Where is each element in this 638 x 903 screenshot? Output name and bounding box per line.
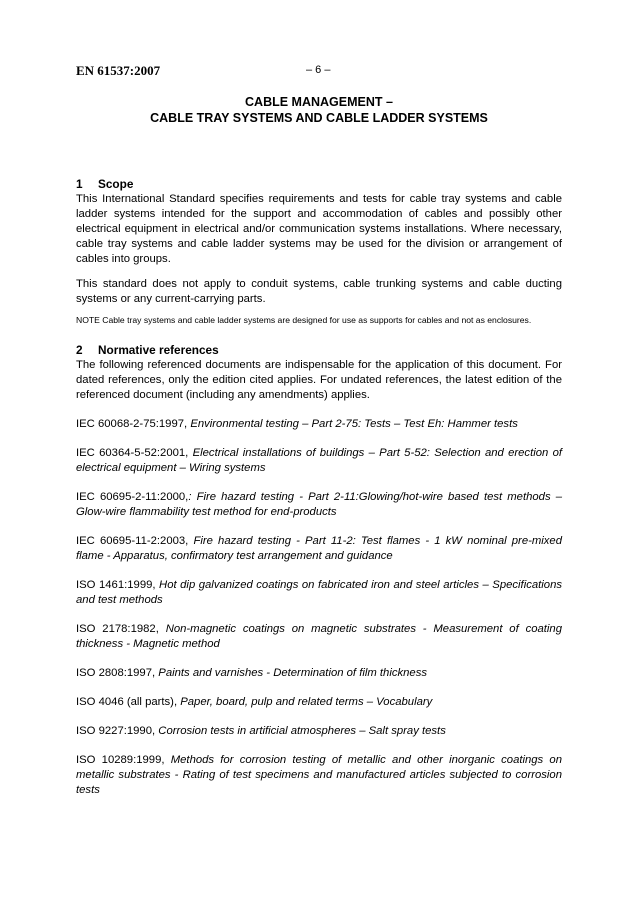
section-title: Normative references [98,343,219,357]
reference-item [76,724,562,739]
reference-title: Corrosion tests in artificial atmospheres – Salt spray tests [158,725,446,737]
scope-paragraph-2: This standard does not apply to conduit systems, cable trunking systems and cable ducting systems or any current-carrying parts. [76,278,562,305]
reference-title: Methods for corrosion testing of metallic and other inorganic coatings on metallic substrates - Rating of test specimens and manufactured articles subjected to corrosion tests [76,754,562,796]
reference-code: ISO 2178:1982, [76,623,166,635]
reference-code: ISO 2808:1997, [76,667,159,679]
title-line-2: CABLE TRAY SYSTEMS AND CABLE LADDER SYSTEMS [150,111,488,125]
reference-item [76,622,562,652]
reference-item [76,753,562,798]
section-number: 2 [76,343,83,357]
reference-item [76,578,562,608]
reference-code: IEC 60695-11-2:2003, [76,535,194,547]
reference-item [76,534,562,564]
reference-title: : Fire hazard testing - Part 2-11:Glowing/hot-wire based test methods – Glow-wire flammability test method for end-products [76,491,562,518]
reference-title: Paper, board, pulp and related terms – Vocabulary [180,696,433,708]
references-intro: The following referenced documents are indispensable for the application of this document. For dated references, only the edition cited applies. For undated references, the latest edition of the referenced document (including any amendments) applies. [76,359,562,401]
reference-code: IEC 60364-5-52:2001, [76,447,193,459]
reference-item [76,695,562,710]
section-heading-normative-references [76,343,562,358]
reference-item [76,666,562,681]
reference-title: Fire hazard testing - Part 11-2: Test flames - 1 kW nominal pre-mixed flame - Apparatus, confirmatory test arrangement and guidance [76,535,563,562]
section-number: 1 [76,177,83,191]
reference-code: IEC 60695-2-11:2000, [76,491,189,503]
reference-item [76,490,562,520]
reference-title: Electrical installations of buildings – Part 5-52: Selection and erection of electrical equipment – Wiring systems [76,447,563,474]
document-id: EN 61537:2007 [76,63,161,78]
document-title [76,94,562,126]
reference-title: Environmental testing – Part 2-75: Tests – Test Eh: Hammer tests [190,418,518,430]
reference-item [76,446,562,476]
document-body [76,177,562,812]
section-heading-scope [76,177,562,192]
reference-title: Non-magnetic coatings on magnetic substrates - Measurement of coating thickness - Magnetic method [76,623,562,650]
reference-title: Paints and varnishes - Determination of film thickness [158,667,428,679]
reference-code: ISO 9227:1990, [76,725,159,737]
reference-code: ISO 1461:1999, [76,579,160,591]
reference-title: Hot dip galvanized coatings on fabricated iron and steel articles – Specifications and test methods [76,579,562,606]
page-number: – 6 – [306,64,331,76]
reference-code: ISO 10289:1999, [76,754,171,766]
reference-code: ISO 4046 (all parts), [76,696,181,708]
reference-code: IEC 60068-2-75:1997, [76,418,191,430]
reference-item [76,417,562,432]
title-line-1: CABLE MANAGEMENT – [245,95,393,109]
scope-paragraph-1: This International Standard specifies requirements and tests for cable tray systems and cable ladder systems intended for the support and accommodation of cables and possibly other electrical equipment in electrical and/or communication systems installations. Where necessary, cable tray systems and cable ladder systems may be used for the division or arrangement of cables into groups. [76,193,562,265]
section-title: Scope [98,177,134,191]
scope-note: NOTE Cable tray systems and cable ladder systems are designed for use as supports for cables and not as enclosures. [76,315,532,325]
